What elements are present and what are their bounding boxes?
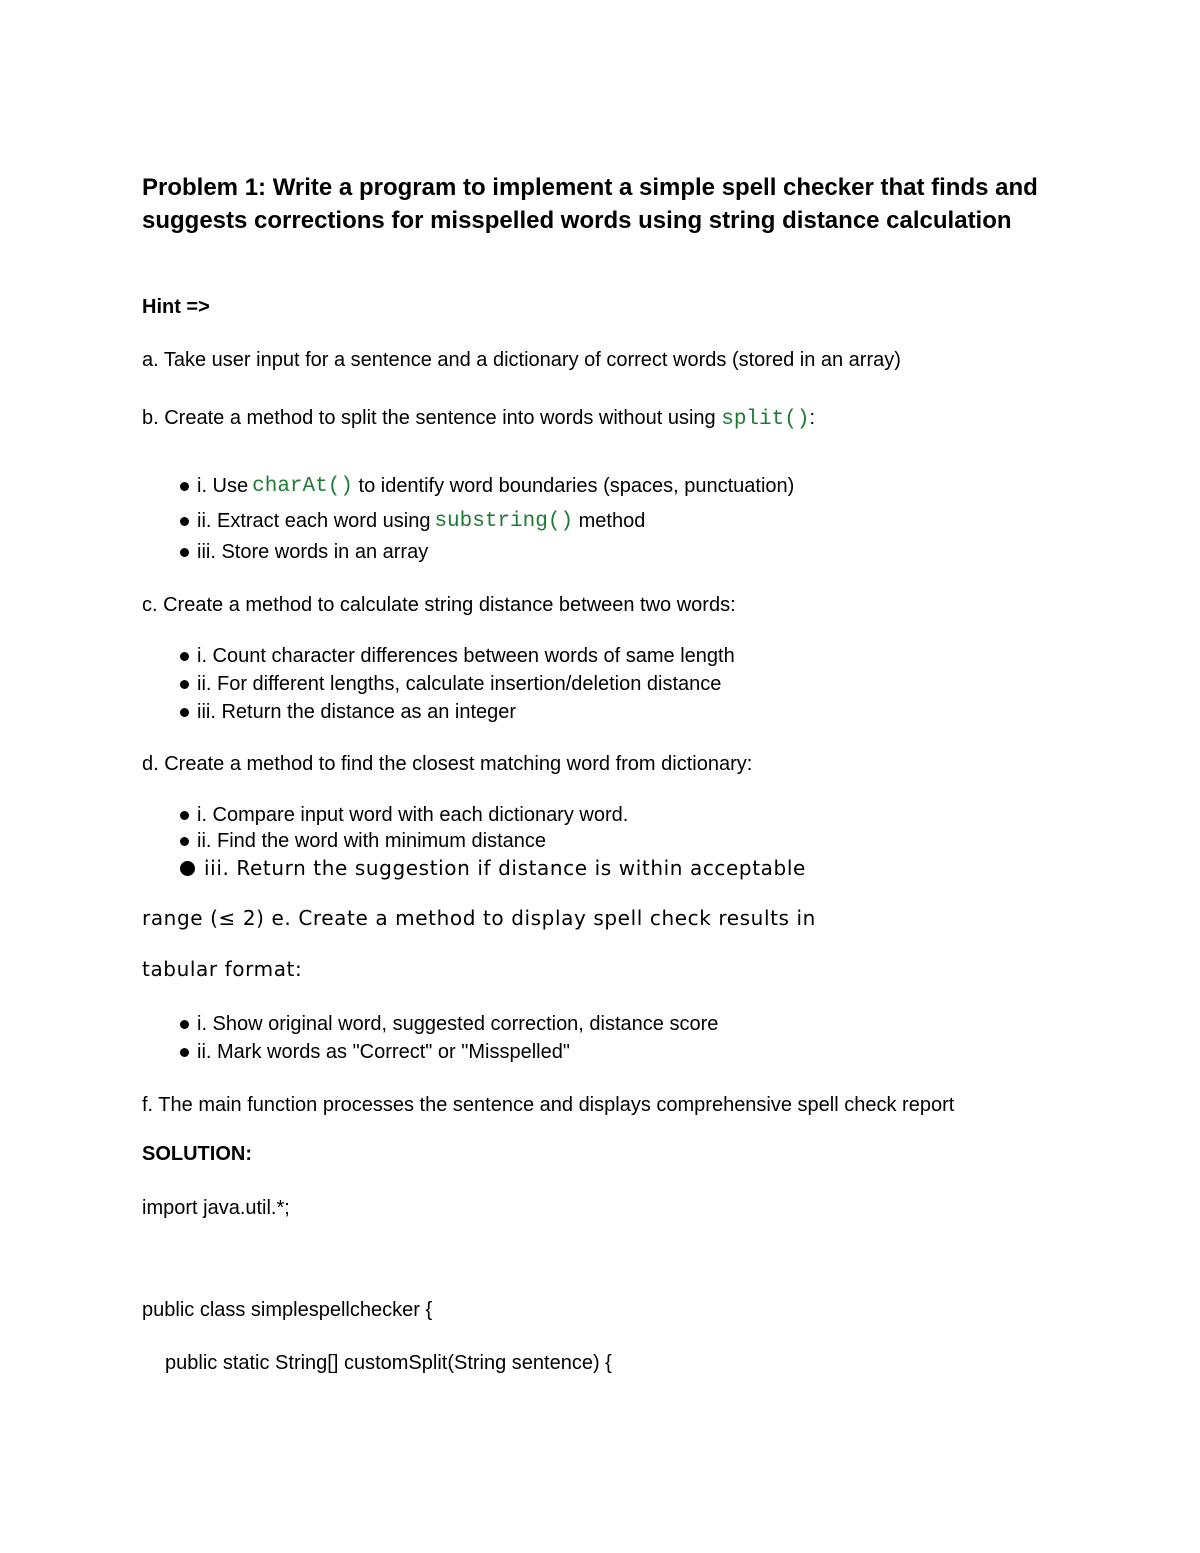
bullet-icon <box>180 708 189 717</box>
list-item <box>180 673 721 696</box>
range-line: range (≤ 2) e. Create a method to display spell check results in <box>142 906 816 930</box>
bullet-icon <box>180 1048 189 1057</box>
step-c: c. Create a method to calculate string distance between two words: <box>142 594 736 616</box>
list-item-text: ii. Mark words as "Correct" or "Misspelled" <box>197 1041 570 1063</box>
list-item-text: ii. For different lengths, calculate insertion/deletion distance <box>197 673 722 695</box>
step-b <box>142 407 815 431</box>
list-item <box>180 645 735 668</box>
code-line: public class simplespellchecker { <box>142 1299 433 1321</box>
bullet-icon <box>180 837 189 846</box>
list-item-text: i. Count character differences between words of same length <box>197 645 735 667</box>
list-item <box>180 475 794 498</box>
list-item-text: to identify word boundaries (spaces, punctuation) <box>352 475 795 497</box>
bullet-icon <box>180 482 189 491</box>
list-item-text: i. Compare input word with each dictionary word. <box>197 804 629 826</box>
step-a: a. Take user input for a sentence and a dictionary of correct words (stored in an array) <box>142 349 901 371</box>
problem-title: Problem 1: Write a program to implement a simple spell checker that finds and suggests corrections for misspelled words using string distance calculation <box>142 174 1038 234</box>
list-item <box>180 830 546 853</box>
list-item-text: iii. Return the distance as an integer <box>197 701 517 723</box>
step-b-suffix: : <box>809 407 815 429</box>
bullet-icon <box>180 861 195 876</box>
list-item-code: charAt() <box>252 475 353 498</box>
code-line: import java.util.*; <box>142 1197 290 1219</box>
bullet-icon <box>180 548 189 557</box>
list-item-text: i. Use <box>197 475 249 497</box>
list-item-text: method <box>573 510 646 532</box>
list-item-code: substring() <box>434 510 574 533</box>
list-item <box>180 701 516 724</box>
tabular-line: tabular format: <box>142 957 303 981</box>
bullet-icon <box>180 517 189 526</box>
step-d: d. Create a method to find the closest matching word from dictionary: <box>142 753 753 775</box>
bullet-icon <box>180 680 189 689</box>
list-item-text: ii. Extract each word using <box>197 510 431 532</box>
step-f: f. The main function processes the sentence and displays comprehensive spell check report <box>142 1094 955 1116</box>
bullet-icon <box>180 1020 189 1029</box>
step-b-code: split() <box>721 408 810 431</box>
list-item-text: iii. Return the suggestion if distance is within acceptable <box>204 856 806 880</box>
code-line: public static String[] customSplit(String sentence) { <box>165 1352 612 1374</box>
list-item <box>180 510 645 533</box>
list-item <box>180 1041 570 1064</box>
bullet-icon <box>180 811 189 820</box>
solution-label: SOLUTION: <box>142 1143 252 1165</box>
list-item-text: ii. Find the word with minimum distance <box>197 830 547 852</box>
list-item <box>180 804 628 827</box>
bullet-icon <box>180 652 189 661</box>
step-b-text: b. Create a method to split the sentence into words without using <box>142 407 722 429</box>
list-item-text: iii. Store words in an array <box>197 541 429 563</box>
list-item <box>180 1013 718 1036</box>
list-item-text: i. Show original word, suggested correction, distance score <box>197 1013 719 1035</box>
list-item <box>180 541 428 564</box>
hint-label: Hint => <box>142 296 210 318</box>
list-item <box>180 856 806 880</box>
